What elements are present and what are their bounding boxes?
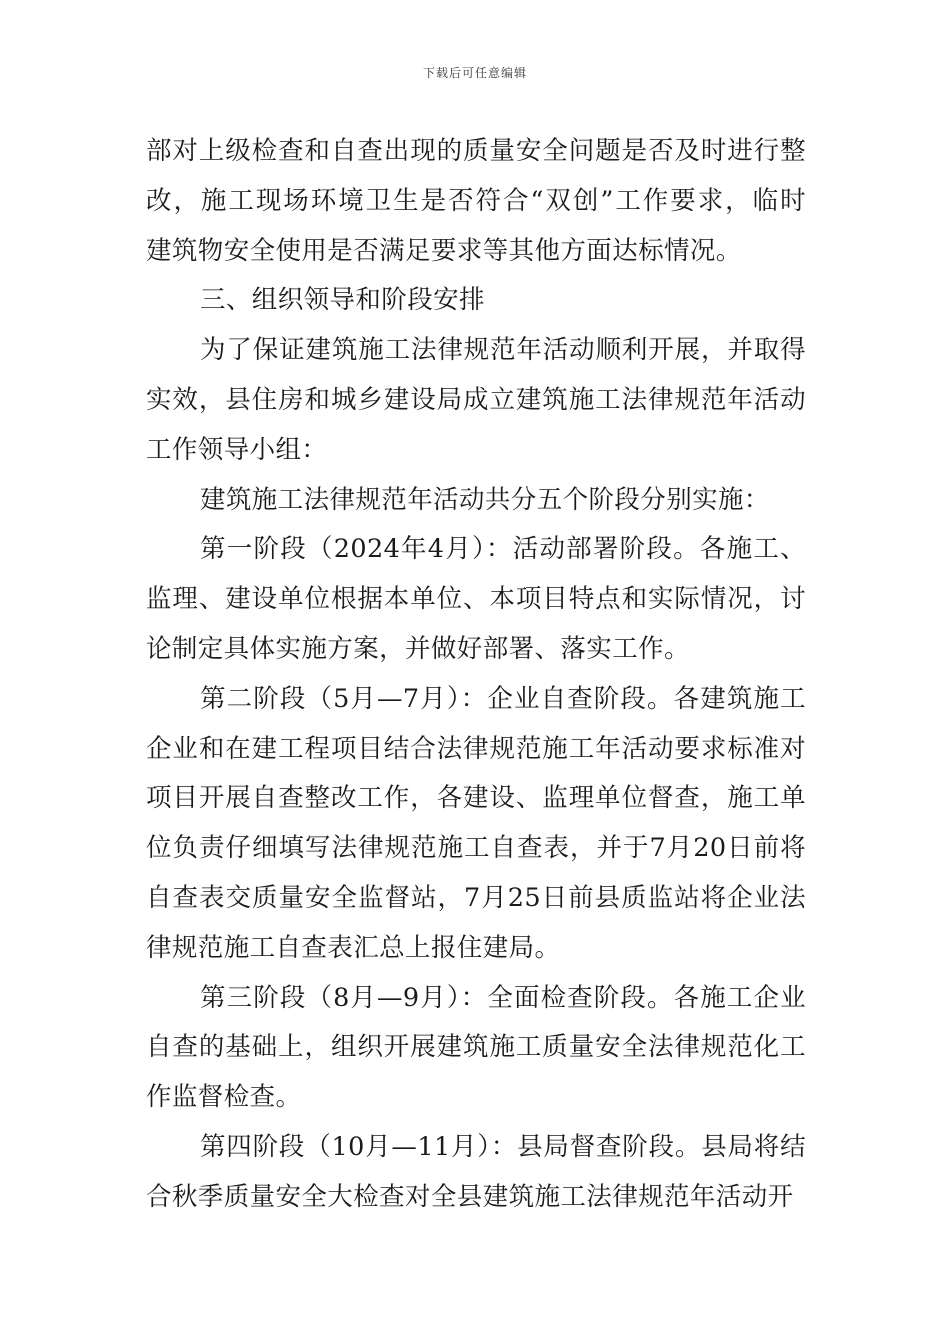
text-line: 建筑物安全使用是否满足要求等其他方面达标情况。	[146, 235, 742, 266]
text-line: 位负责仔细填写法律规范施工自查表，并于7月20日前将	[146, 833, 806, 864]
text-line: 自查表交质量安全监督站，7月25日前县质监站将企业法	[146, 882, 806, 913]
paragraph	[146, 276, 806, 326]
paragraph	[146, 525, 806, 674]
text-line: 论制定具体实施方案，并做好部署、落实工作。	[146, 633, 690, 664]
text-line: 部对上级检查和自查出现的质量安全问题是否及时进行整	[146, 136, 806, 166]
text-line: 建筑施工法律规范年活动共分五个阶段分别实施：	[200, 484, 770, 515]
paragraph	[146, 974, 806, 1123]
text-line: 作监督检查。	[146, 1082, 302, 1113]
text-line: 合秋季质量安全大检查对全县建筑施工法律规范年活动开	[146, 1181, 794, 1212]
text-line: 改，施工现场环境卫生是否符合“双创”工作要求，临时	[146, 185, 806, 216]
paragraph	[146, 326, 806, 475]
text-line: 为了保证建筑施工法律规范年活动顺利开展，并取得	[200, 335, 806, 366]
text-line: 工作领导小组：	[146, 434, 328, 465]
text-line: 企业和在建工程项目结合法律规范施工年活动要求标准对	[146, 733, 806, 764]
text-line: 第二阶段（5月—7月）：企业自查阶段。各建筑施工	[200, 683, 806, 714]
document-body	[146, 127, 806, 1223]
text-line: 监理、建设单位根据本单位、本项目特点和实际情况，讨	[146, 584, 806, 615]
text-line: 律规范施工自查表汇总上报住建局。	[146, 932, 561, 963]
text-line: 第一阶段（2024年4月）：活动部署阶段。各施工、	[200, 534, 806, 565]
text-line: 自查的基础上，组织开展建筑施工质量安全法律规范化工	[146, 1032, 806, 1063]
paragraph	[146, 1123, 806, 1223]
text-line: 第三阶段（8月—9月）：全面检查阶段。各施工企业	[200, 982, 806, 1013]
paragraph	[146, 127, 806, 276]
text-line: 项目开展自查整改工作，各建设、监理单位督查，施工单	[146, 783, 806, 814]
paragraph	[146, 675, 806, 974]
text-line: 第四阶段（10月—11月）：县局督查阶段。县局将结	[200, 1131, 806, 1162]
paragraph	[146, 476, 806, 526]
page-header: 下载后可任意编辑	[422, 66, 527, 80]
text-line: 实效，县住房和城乡建设局成立建筑施工法律规范年活动	[146, 384, 806, 415]
text-line: 三、组织领导和阶段安排	[200, 285, 485, 316]
